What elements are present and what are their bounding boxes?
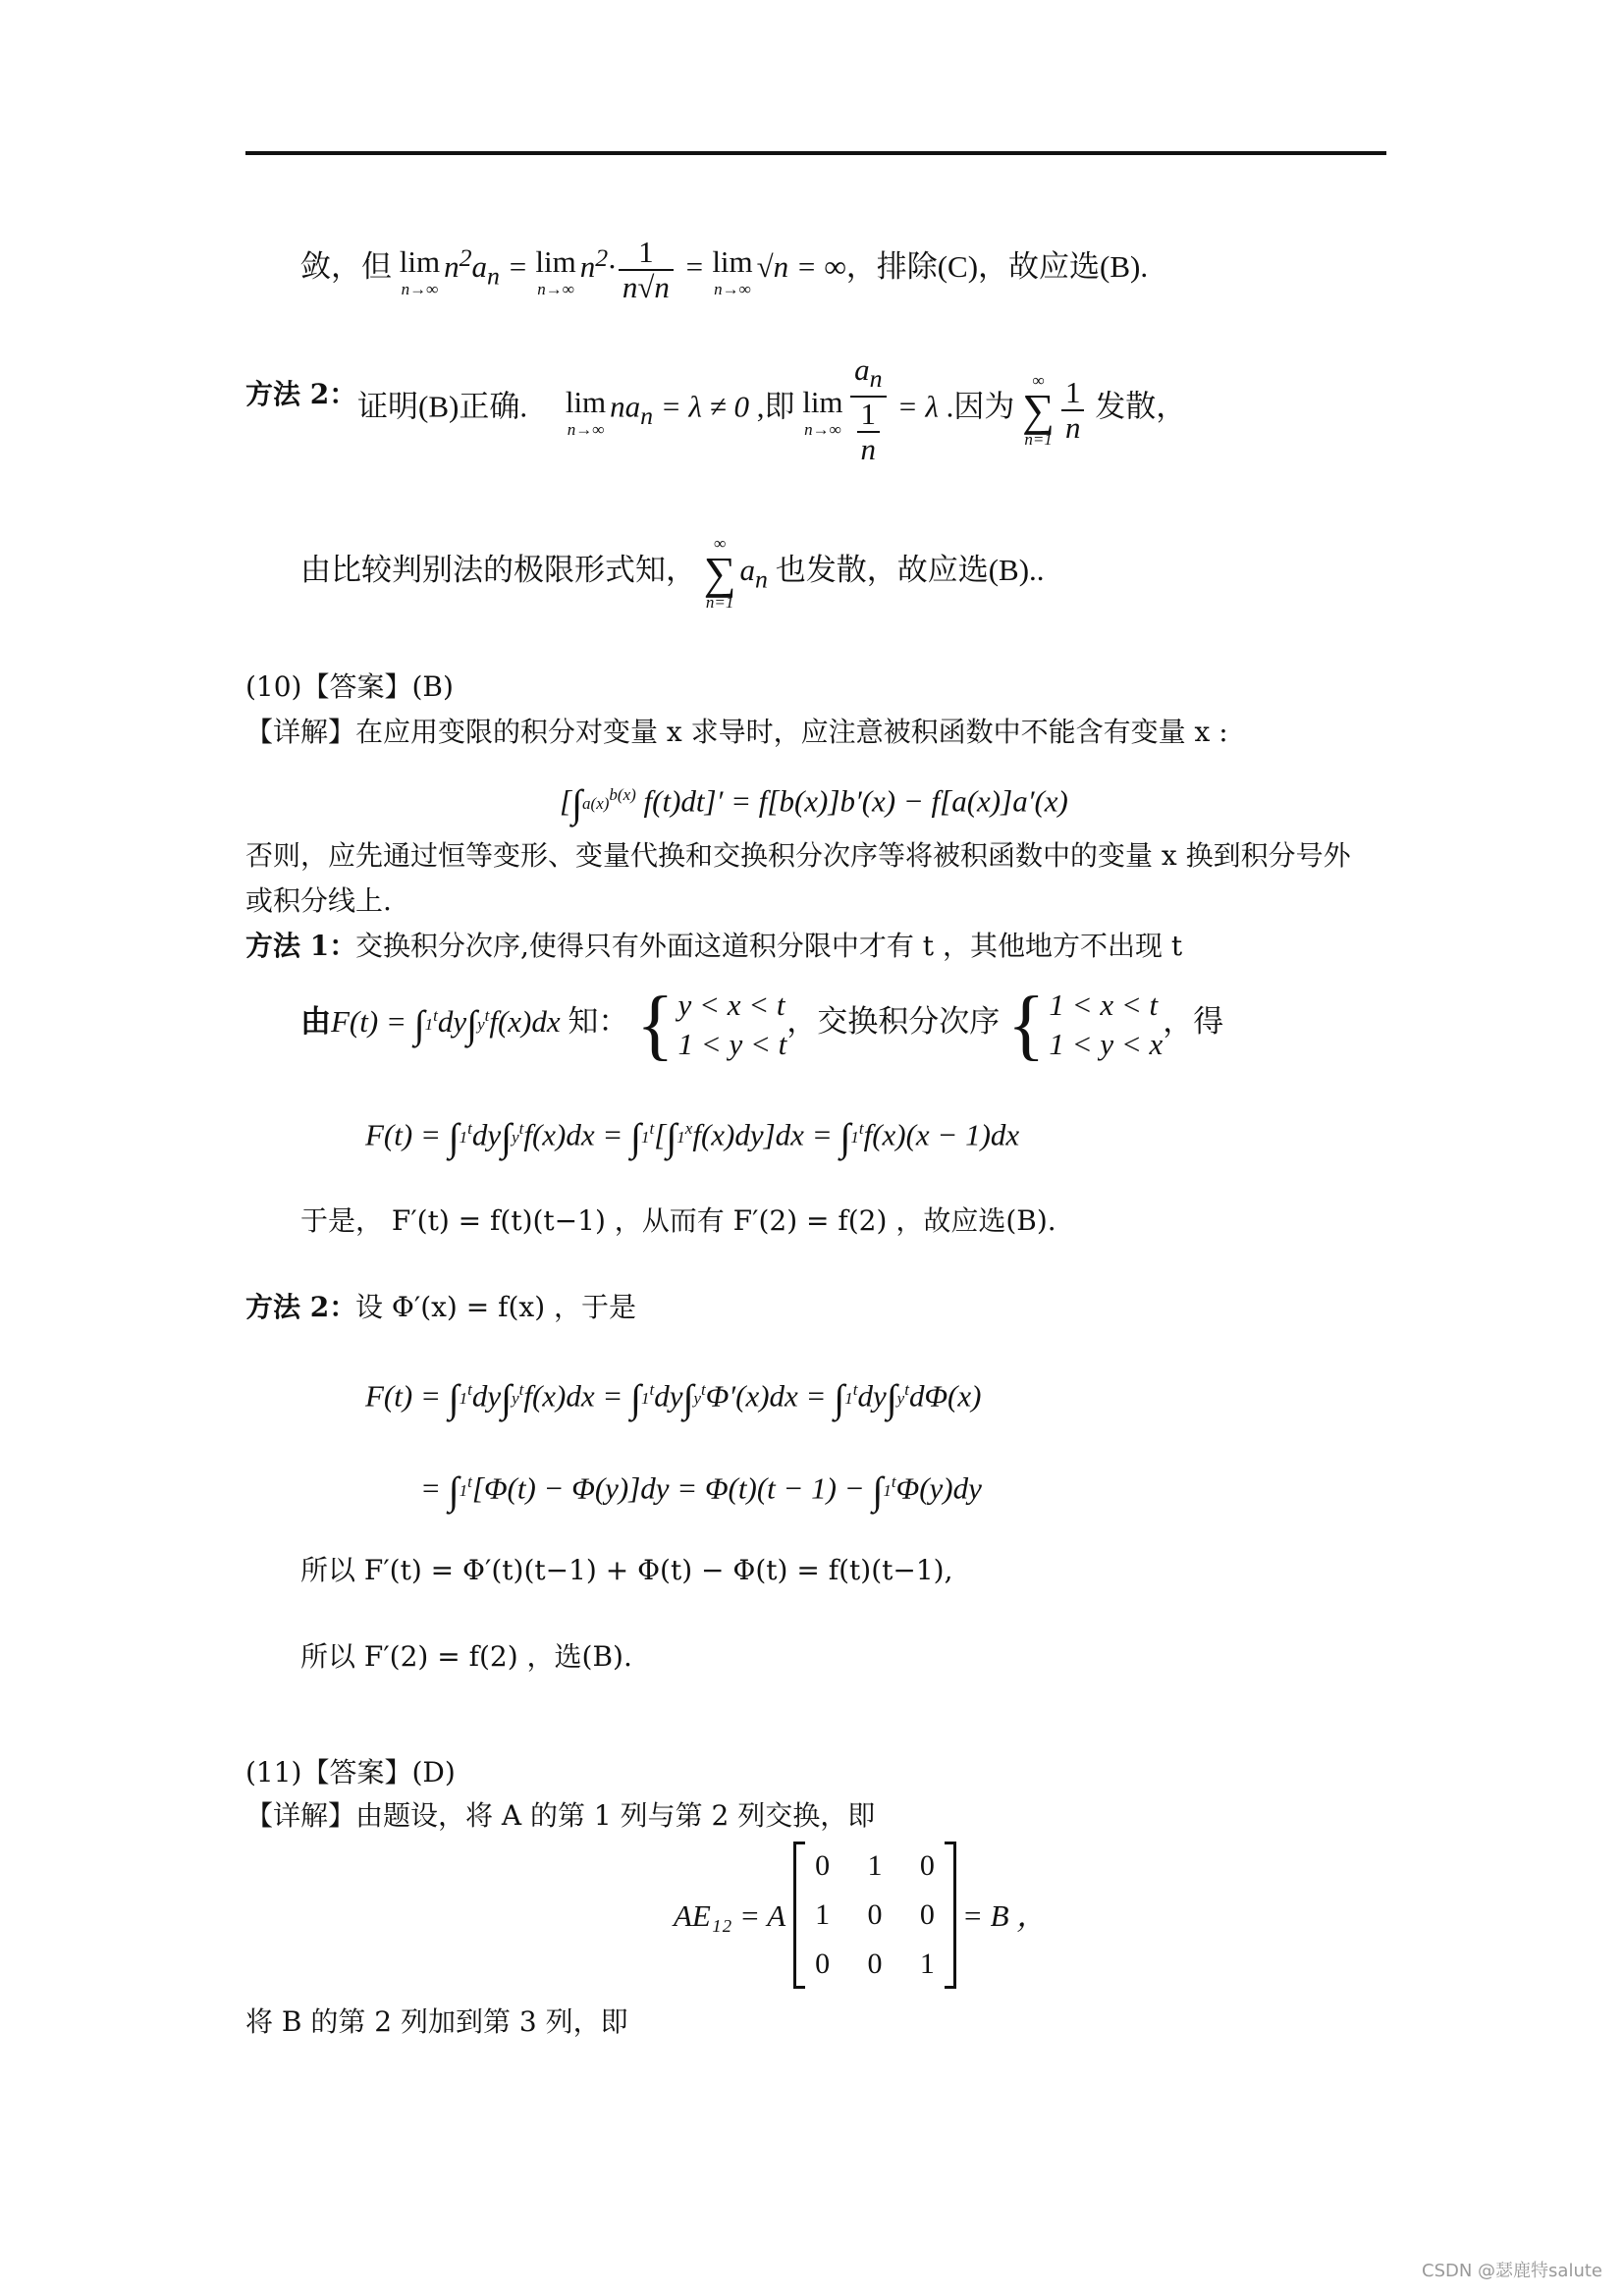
q11-answer: (11)【答案】(D)	[245, 1756, 456, 1789]
q10-formula: [$\int a(x)^{b(x)}$ f(t)dt]′ = f[b(x)]b′(x) − f[a(x)]a′(x)	[560, 781, 1068, 827]
q11-eq-left: AE₁₂ = A	[674, 1898, 786, 1933]
matrix-cell: 0	[919, 1849, 935, 1882]
q11-last-line: 将 B 的第 2 列加到第 3 列，即	[245, 2005, 628, 2038]
matrix-row	[796, 1940, 953, 1989]
matrix-cell: 1	[919, 1948, 935, 1980]
method-2-eq-1: $F(t) = \int 1^tdy\int y^tf(x)dx = \int 1^tdy\int y^t\Phi'(x)dx = \int 1^tdy\int y^td\Phi(x)$	[365, 1376, 982, 1421]
matrix-cell: 0	[867, 1948, 883, 1980]
comparison-test-line: 由比较判别法的极限形式知， ∞ ∑ n=1 $a_n$ 也发散，故应选(B)..	[300, 534, 1045, 612]
matrix-cell: 0	[815, 1948, 831, 1980]
method-1-step-3: 于是， F′(t) = f(t)(t−1) ，从而有 F′(2) = f(2) ，故应选(B).	[300, 1204, 1056, 1237]
method-1-title: 方法 1：	[245, 930, 357, 962]
method-2-title: 方法 2：	[245, 378, 357, 410]
q11-detail: 【详解】由题设，将 A 的第 1 列与第 2 列交换，即	[245, 1799, 876, 1832]
header-rule	[245, 151, 1386, 155]
matrix-cell: 0	[919, 1898, 935, 1931]
method-1-text: 交换积分次序,使得只有外面这道积分限中才有 t ，其他地方不出现 t	[355, 930, 1183, 962]
q11-eq-right: = B ，	[962, 1898, 1048, 1933]
q10-answer: (10)【答案】(B)	[245, 670, 454, 703]
method-2-eq-4: 所以 F′(2) = f(2) ，选(B).	[300, 1640, 632, 1673]
watermark: CSDN @瑟鹿特salute	[1422, 2261, 1602, 2281]
method-2b-text: 设 Φ′(x) = f(x) ，于是	[355, 1291, 637, 1323]
matrix-cell: 1	[867, 1849, 883, 1882]
q10-line-3a: 否则，应先通过恒等变形、变量代换和交换积分次序等将被积函数中的变量 x 换到积分号外	[245, 839, 1351, 872]
matrix-cell: 0	[815, 1849, 831, 1882]
method-2-line: 证明(B)正确. lim n→∞ $na_n = \lambda \ne 0$ ,即 lim n→∞ $\frac{a_n}{\frac{1}{n}}$ = λ .因为 ∞ ∑ n=1 $\frac{1}{n}$ 发散，	[357, 352, 1187, 467]
method-1-step-2: $F(t) = \int 1^tdy\int y^tf(x)dx = \int 1^t[\int 1^xf(x)dy]dx = \int 1^tf(x)(x - 1)dx$	[365, 1115, 1020, 1160]
q10-line-3b: 或积分线上.	[245, 884, 392, 917]
method-1-step-1: 由$F(t) = \int 1^tdy\int y^tf(x)dx$ 知： { y < x < t 1 < y < t ，交换积分次序 { 1 < x < t 1 < y < x ，得	[300, 982, 1224, 1068]
method-2-eq-2: = $\int 1^t[\Phi(t) - \Phi(y)]dy = \Phi(t)(t - 1) - \int 1^t\Phi(y)dy$	[420, 1468, 982, 1514]
prev-method-end-line: 敛，但 lim n→∞ $n^2a_n = \lim$ n→∞ $n^2\cdot$ $\frac{1}{n√n}$ = lim n→∞ √n = ∞，排除(C)，故应选(B).	[300, 235, 1149, 304]
matrix-cell: 1	[815, 1898, 831, 1931]
matrix-cell: 0	[867, 1898, 883, 1931]
matrix-row	[796, 1891, 953, 1940]
method-2-eq-3: 所以 F′(t) = Φ′(t)(t−1) + Φ(t) − Φ(t) = f(t)(t−1),	[300, 1554, 953, 1586]
method-2b-title: 方法 2：	[245, 1291, 357, 1323]
permutation-matrix	[793, 1842, 956, 1989]
q10-detail: 【详解】在应用变限的积分对变量 x 求导时，应注意被积函数中不能含有变量 x :	[245, 716, 1228, 748]
matrix-row	[796, 1842, 953, 1891]
